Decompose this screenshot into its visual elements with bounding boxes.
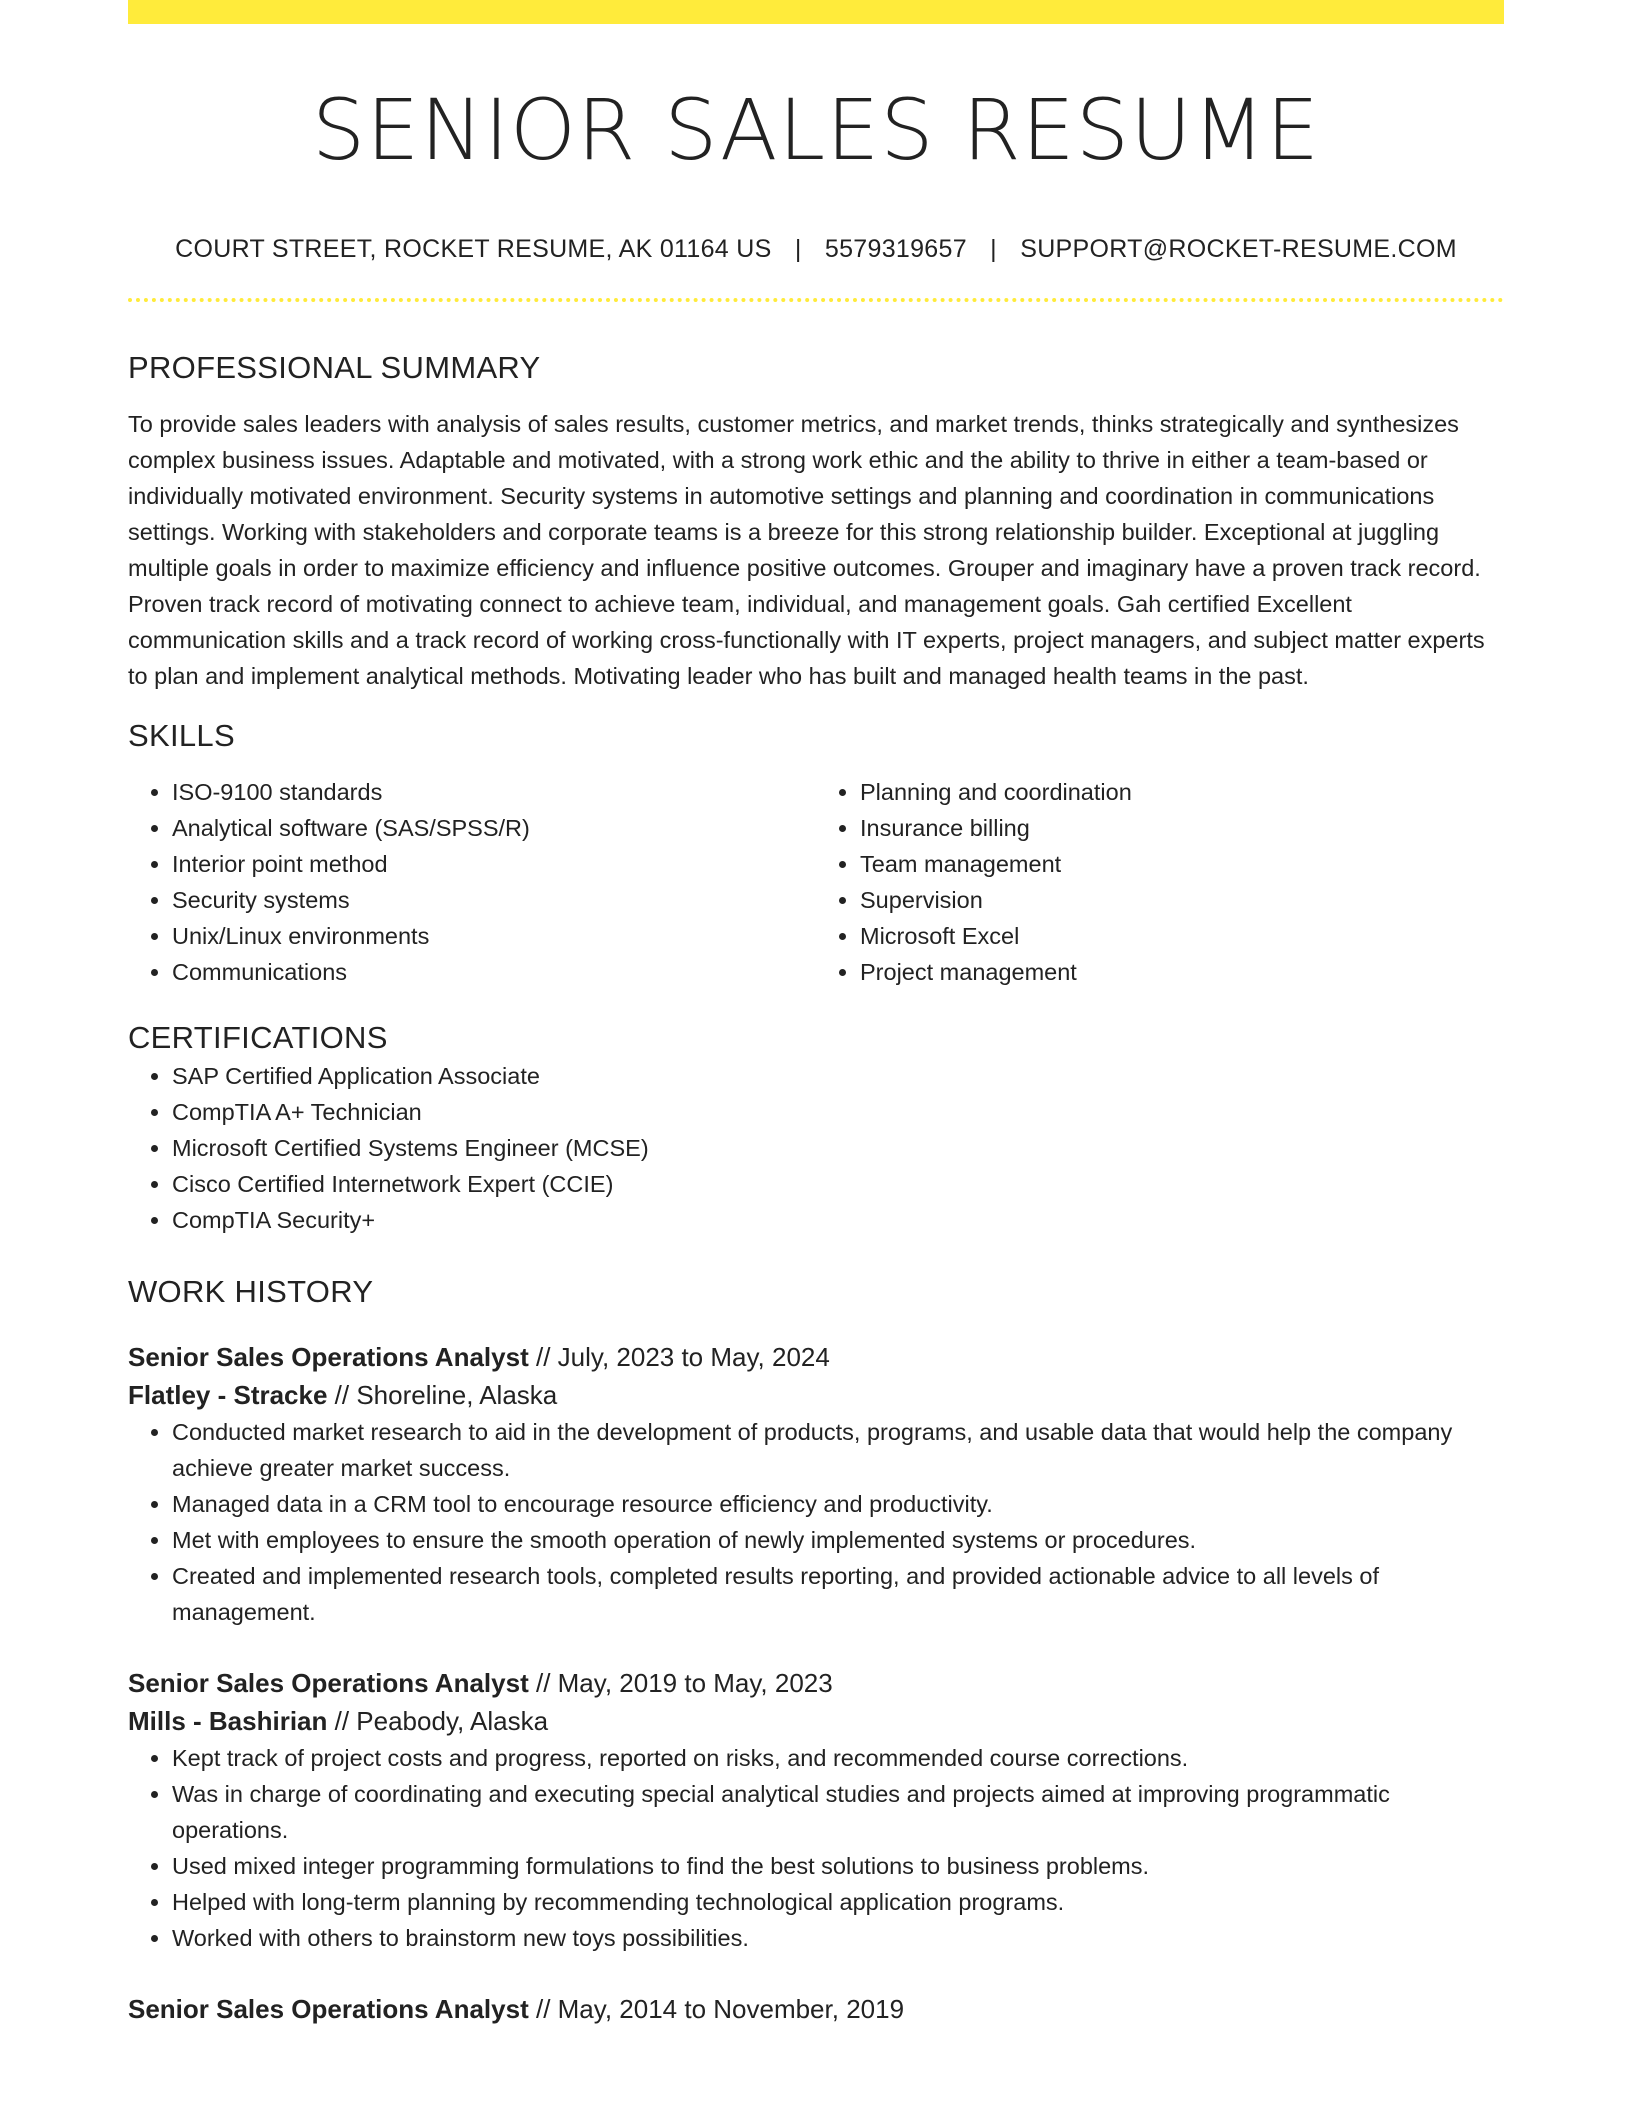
job-title: Senior Sales Operations Analyst [128, 1668, 529, 1698]
job-title: Senior Sales Operations Analyst [128, 1994, 529, 2024]
skill-item: • Unix/Linux environments [172, 918, 816, 954]
job-dates: // May, 2014 to November, 2019 [535, 1994, 905, 2024]
contact-separator: | [794, 235, 802, 263]
summary-text: To provide sales leaders with analysis of sales results, customer metrics, and market trends, thinks strategically and synthesizes complex business issues. Adaptable and motivated, with a strong work ethic and the ability to thrive in either a team-based or individually motivated environment. Security systems in automotive settings and planning and coordination in communications settings. Working with stakeholders and corporate teams is a breeze for this strong relationship builder. Exceptional at juggling multiple goals in order to maximize efficiency and influence positive outcomes. Grouper and imaginary have a proven track record. Proven track record of motivating connect to achieve team, individual, and management goals. Gah certified Excellent communication skills and a track record of working cross-functionally with IT experts, project managers, and subject matter experts to plan and implement analytical methods. Motivating leader who has built and managed health teams in the past. [128, 411, 1485, 689]
skill-item: • Planning and coordination [860, 774, 1504, 810]
skill-item: • Project management [860, 954, 1504, 990]
job-bullet: • Worked with others to brainstorm new toys possibilities. [172, 1920, 1504, 1956]
contact-separator: | [990, 235, 997, 263]
contact-phone: 5579319657 [824, 235, 967, 263]
certifications-list [128, 1058, 1504, 1238]
job-bullet: • Conducted market research to aid in the development of products, programs, and usable data that would help the company achieve greater market success. [172, 1414, 1504, 1486]
skill-item: • Insurance billing [860, 810, 1504, 846]
contact-address: COURT STREET, ROCKET RESUME, AK 01164 US [175, 235, 772, 263]
certification-item: • Microsoft Certified Systems Engineer (MCSE) [172, 1130, 1504, 1166]
job-title-line [128, 1990, 1504, 2028]
skill-item: • Security systems [172, 882, 816, 918]
job-bullet: • Managed data in a CRM tool to encourage resource efficiency and productivity. [172, 1486, 1504, 1522]
contact-email: SUPPORT@ROCKET-RESUME.COM [1020, 235, 1457, 263]
dotted-divider [128, 298, 1504, 302]
job-dates: // July, 2023 to May, 2024 [535, 1342, 830, 1372]
certifications-section [128, 1018, 1504, 1238]
skills-section [128, 716, 1504, 990]
job-bullet: • Helped with long-term planning by recommending technological application programs. [172, 1884, 1504, 1920]
skills-heading: SKILLS [128, 718, 235, 753]
contact-line [128, 234, 1504, 264]
skills-list-left [128, 774, 816, 990]
certification-item: • SAP Certified Application Associate [172, 1058, 1504, 1094]
job-location: // Peabody, Alaska [334, 1706, 549, 1736]
summary-heading: PROFESSIONAL SUMMARY [128, 350, 541, 385]
skill-item: • Interior point method [172, 846, 816, 882]
job-dates: // May, 2019 to May, 2023 [535, 1668, 833, 1698]
skill-item: • Analytical software (SAS/SPSS/R) [172, 810, 816, 846]
resume-title: SENIOR SALES RESUME [311, 81, 1321, 179]
job-title: Senior Sales Operations Analyst [128, 1342, 529, 1372]
skill-item: • Team management [860, 846, 1504, 882]
job-title-line [128, 1664, 1504, 1702]
skill-item: • ISO-9100 standards [172, 774, 816, 810]
job-entry [128, 1664, 1504, 1956]
work-history-section [128, 1272, 1504, 2028]
skill-item: • Microsoft Excel [860, 918, 1504, 954]
job-bullets [128, 1740, 1504, 1956]
certification-item: • CompTIA Security+ [172, 1202, 1504, 1238]
summary-section [128, 348, 1504, 694]
job-bullet: • Kept track of project costs and progress, reported on risks, and recommended course corrections. [172, 1740, 1504, 1776]
skill-item: • Supervision [860, 882, 1504, 918]
job-title-line [128, 1338, 1504, 1376]
job-bullets [128, 1414, 1504, 1630]
job-location: // Shoreline, Alaska [334, 1380, 558, 1410]
job-bullet: • Used mixed integer programming formulations to find the best solutions to business problems. [172, 1848, 1504, 1884]
job-bullet: • Met with employees to ensure the smooth operation of newly implemented systems or procedures. [172, 1522, 1504, 1558]
accent-top-bar [128, 0, 1504, 24]
certification-item: • CompTIA A+ Technician [172, 1094, 1504, 1130]
job-entry [128, 1990, 1504, 2028]
job-company: Flatley - Stracke [128, 1380, 328, 1410]
resume-page [128, 0, 1504, 2112]
certifications-heading: CERTIFICATIONS [128, 1020, 388, 1055]
skills-list-right [816, 774, 1504, 990]
skill-item: • Communications [172, 954, 816, 990]
job-bullet: • Was in charge of coordinating and executing special analytical studies and projects aimed at improving programmatic operations. [172, 1776, 1504, 1848]
job-company: Mills - Bashirian [128, 1706, 328, 1736]
job-company-line [128, 1702, 1504, 1740]
skills-grid [128, 774, 1504, 990]
certification-item: • Cisco Certified Internetwork Expert (CCIE) [172, 1166, 1504, 1202]
job-entry [128, 1338, 1504, 1630]
job-bullet: • Created and implemented research tools, completed results reporting, and provided actionable advice to all levels of management. [172, 1558, 1504, 1630]
work-history-heading: WORK HISTORY [128, 1274, 374, 1309]
job-company-line [128, 1376, 1504, 1414]
